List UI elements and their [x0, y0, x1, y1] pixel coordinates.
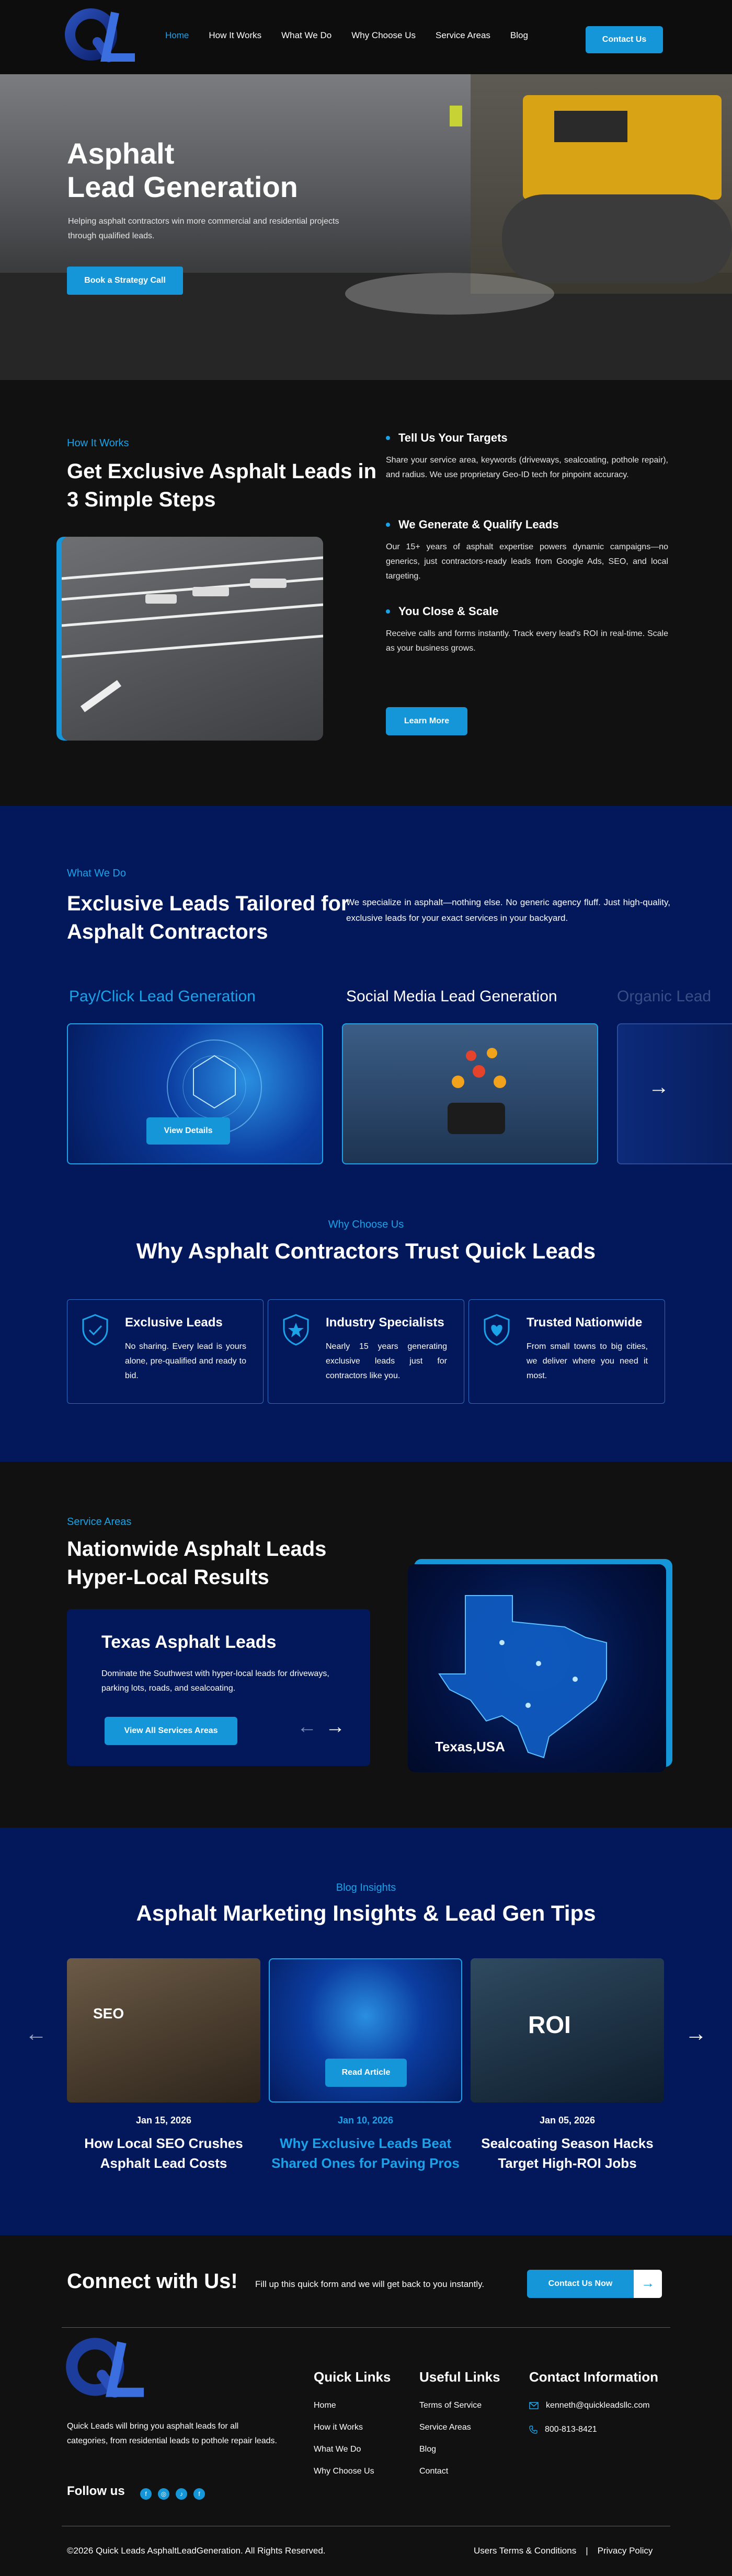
step-1-text: Share your service area, keywords (driveways, sealcoating, pothole repair), and radius. We use proprietary Geo-ID tech for pinpoint accuracy.	[386, 456, 668, 479]
view-details-button[interactable]: View Details	[146, 1117, 230, 1145]
book-strategy-call-button[interactable]: Book a Strategy Call	[67, 267, 183, 295]
copyright: ©2026 Quick Leads AsphaltLeadGeneration. All Rights Reserved.	[67, 2546, 326, 2556]
nav-blog[interactable]: Blog	[510, 30, 528, 40]
seo-thumbnail-text: SEO	[93, 2005, 124, 2021]
header-contact-button[interactable]: Contact Us	[586, 26, 663, 53]
useful-link-contact[interactable]: Contact	[419, 2467, 449, 2476]
useful-links-title: Useful Links	[419, 2369, 500, 2385]
read-article-button[interactable]: Read Article	[325, 2059, 407, 2087]
tiktok-icon[interactable]: ♪	[176, 2488, 187, 2500]
step-2-text: Our 15+ years of asphalt expertise powers dynamic campaigns—no generics, just contractors-ready leads from Google Ads, SEO, and local targeting.	[386, 542, 668, 581]
blog-post-1-title[interactable]: How Local SEO Crushes Asphalt Lead Costs	[84, 2135, 243, 2171]
privacy-link[interactable]: Privacy Policy	[597, 2546, 653, 2556]
roi-thumbnail-text: ROI	[528, 2011, 571, 2038]
blog-post-2-date: Jan 10, 2026	[337, 2115, 394, 2126]
connect-title: Connect with Us!	[67, 2270, 238, 2293]
blog-title: Asphalt Marketing Insights & Lead Gen Tips	[136, 1901, 596, 1925]
useful-link-blog[interactable]: Blog	[419, 2445, 437, 2454]
step-2-title: We Generate & Qualify Leads	[386, 518, 668, 532]
main-nav	[165, 30, 528, 41]
why-card-nationwide-text: From small towns to big cities, we deliver where you need it most.	[527, 1342, 648, 1380]
blog-eyebrow: Blog Insights	[336, 1882, 396, 1893]
nav-why-choose-us[interactable]: Why Choose Us	[351, 30, 416, 40]
areas-next-arrow-icon[interactable]: →	[325, 1716, 345, 1738]
quick-links-title: Quick Links	[314, 2369, 391, 2385]
step-3-title: You Close & Scale	[386, 605, 668, 618]
view-all-service-areas-button[interactable]: View All Services Areas	[105, 1717, 237, 1745]
follow-us-label: Follow us	[67, 2484, 125, 2498]
blog-post-2-title[interactable]: Why Exclusive Leads Beat Shared Ones for Paving Pros	[271, 2135, 460, 2171]
contact-email[interactable]: kenneth@quickleadsllc.com	[546, 2401, 650, 2410]
footer-about: Quick Leads will bring you asphalt leads for all categories, from residential leads to pothole repair leads.	[67, 2422, 277, 2445]
step-1-title: Tell Us Your Targets	[386, 431, 668, 445]
contact-info-title: Contact Information	[529, 2369, 658, 2385]
site-header	[0, 0, 732, 74]
how-title: Get Exclusive Asphalt Leads in 3 Simple Steps	[67, 460, 377, 511]
facebook-icon[interactable]: f	[140, 2488, 152, 2500]
facebook-alt-icon[interactable]: f	[193, 2488, 205, 2500]
contact-phone[interactable]: 800-813-8421	[545, 2425, 597, 2434]
areas-title: Nationwide Asphalt Leads Hyper-Local Results	[67, 1538, 327, 1589]
what-title: Exclusive Leads Tailored for Asphalt Contractors	[67, 892, 349, 943]
instagram-icon[interactable]: ◎	[158, 2488, 169, 2500]
step-3-text: Receive calls and forms instantly. Track every lead's ROI in real-time. Scale as your business grows.	[386, 629, 668, 653]
quick-link-why[interactable]: Why Choose Us	[314, 2467, 374, 2476]
why-card-nationwide-title: Trusted Nationwide	[527, 1315, 643, 1330]
map-label: Texas,USA	[435, 1739, 505, 1754]
why-card-specialists-title: Industry Specialists	[326, 1315, 444, 1330]
what-eyebrow: What We Do	[67, 868, 126, 879]
blog-post-3-title[interactable]: Sealcoating Season Hacks Target High-ROI Jobs	[481, 2135, 654, 2171]
useful-link-terms[interactable]: Terms of Service	[419, 2401, 482, 2410]
nav-service-areas[interactable]: Service Areas	[436, 30, 490, 40]
legal-separator: |	[586, 2546, 588, 2556]
hero-subtitle: Helping asphalt contractors win more commercial and residential projects through qualified leads.	[68, 217, 339, 240]
why-eyebrow: Why Choose Us	[328, 1219, 404, 1230]
services-next-arrow-icon[interactable]: →	[648, 1076, 669, 1099]
terms-link[interactable]: Users Terms & Conditions	[474, 2546, 577, 2556]
why-card-specialists-text: Nearly 15 years generating exclusive leads just for contractors like you.	[326, 1342, 447, 1380]
contact-us-now-label: Contact Us Now	[527, 2270, 634, 2298]
blog-prev-arrow-icon[interactable]: ←	[25, 2021, 47, 2046]
texas-card-text: Dominate the Southwest with hyper-local leads for driveways, parking lots, roads, and sealcoating.	[101, 1669, 329, 1693]
arrow-right-icon: →	[634, 2270, 662, 2298]
quick-link-what[interactable]: What We Do	[314, 2445, 361, 2454]
quick-link-how[interactable]: How it Works	[314, 2423, 363, 2432]
what-description: We specialize in asphalt—nothing else. No generic agency fluff. Just high-quality, exclusive leads for your exact services in your backyard.	[346, 897, 670, 923]
blog-next-arrow-icon[interactable]: →	[685, 2021, 707, 2046]
hero-title-line1: Asphalt	[67, 137, 175, 170]
nav-how-it-works[interactable]: How It Works	[209, 30, 262, 40]
useful-link-areas[interactable]: Service Areas	[419, 2423, 471, 2432]
service-title-social[interactable]: Social Media Lead Generation	[346, 988, 557, 1005]
hero-title-line2: Lead Generation	[67, 170, 298, 203]
nav-home[interactable]: Home	[165, 30, 189, 40]
quick-leads-logo[interactable]	[65, 7, 138, 64]
why-card-exclusive-title: Exclusive Leads	[125, 1315, 223, 1330]
connect-subtitle: Fill up this quick form and we will get back to you instantly.	[255, 2279, 485, 2289]
nav-what-we-do[interactable]: What We Do	[281, 30, 332, 40]
service-title-ppc[interactable]: Pay/Click Lead Generation	[69, 988, 256, 1005]
learn-more-button[interactable]: Learn More	[386, 707, 467, 735]
why-title: Why Asphalt Contractors Trust Quick Leads	[136, 1239, 596, 1263]
why-card-exclusive-text: No sharing. Every lead is yours alone, pre-qualified and ready to bid.	[125, 1342, 246, 1380]
quick-link-home[interactable]: Home	[314, 2401, 336, 2410]
blog-post-1-date: Jan 15, 2026	[135, 2115, 192, 2126]
areas-prev-arrow-icon[interactable]: ←	[297, 1716, 317, 1738]
blog-post-3-date: Jan 05, 2026	[539, 2115, 596, 2126]
service-title-organic[interactable]: Organic Lead	[617, 988, 712, 1005]
areas-eyebrow: Service Areas	[67, 1516, 132, 1528]
texas-card-title: Texas Asphalt Leads	[101, 1632, 277, 1652]
how-eyebrow: How It Works	[67, 437, 129, 449]
